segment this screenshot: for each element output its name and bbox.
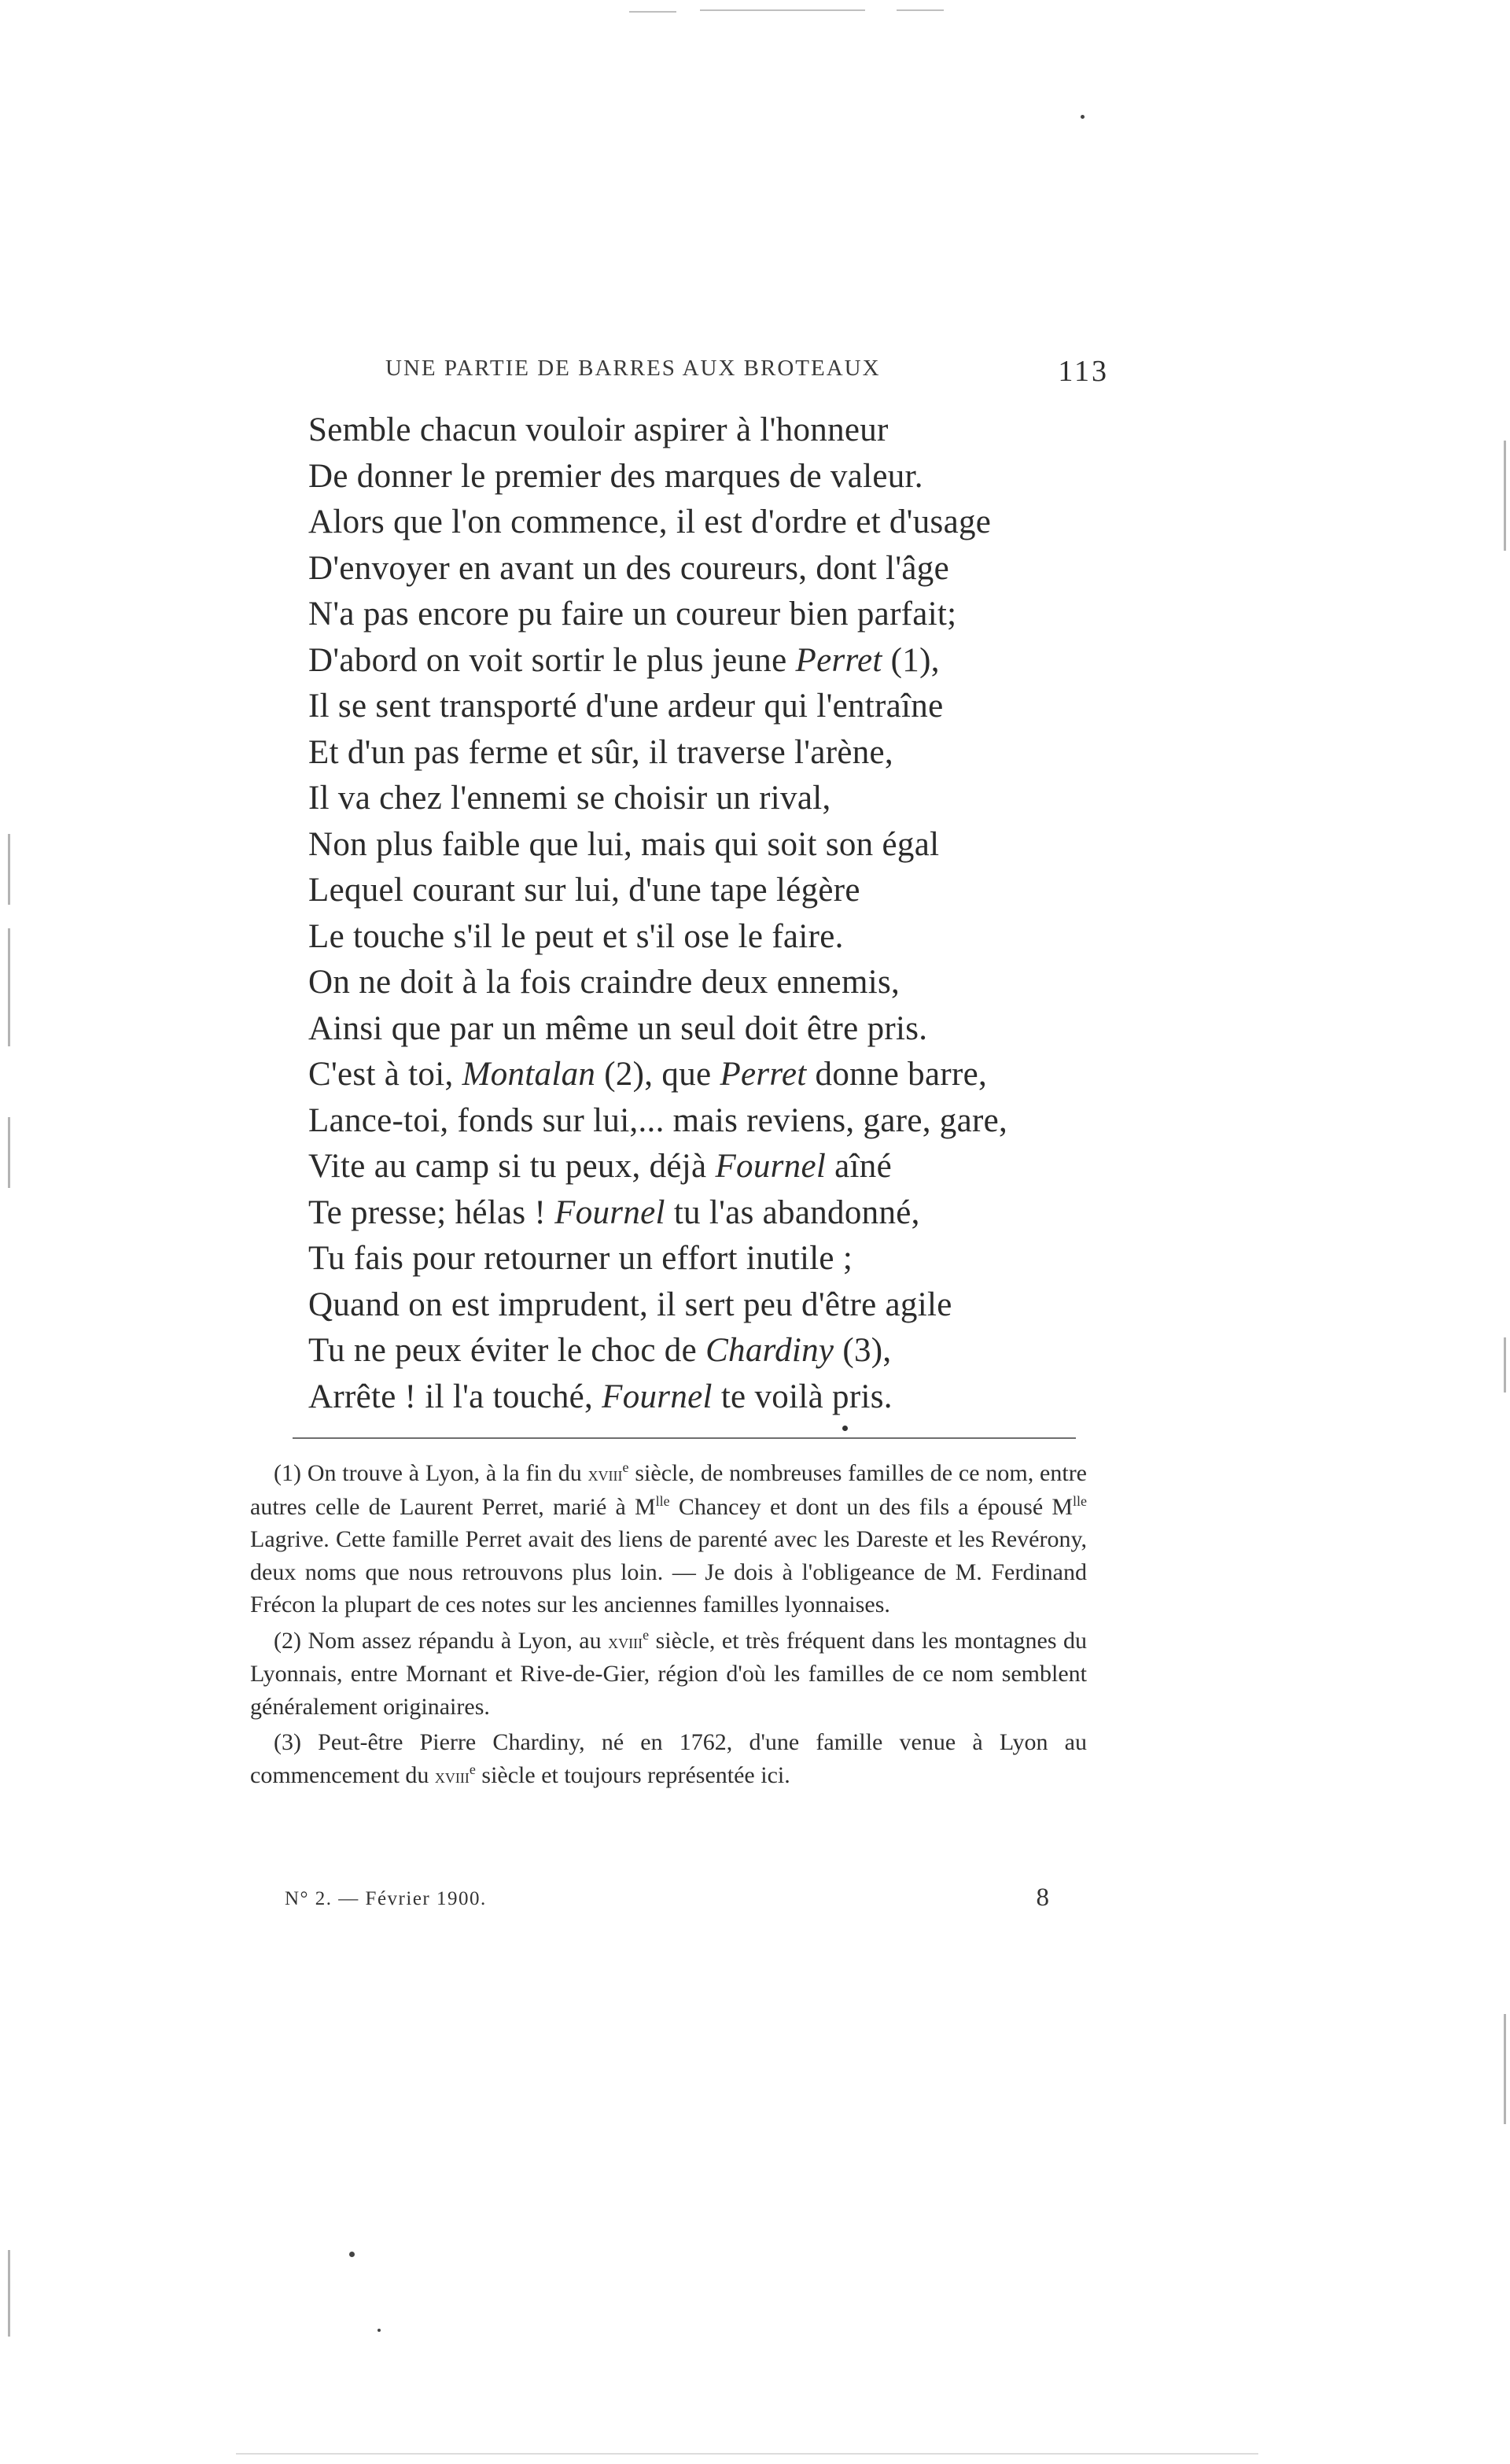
verse-line [308,1282,1110,1329]
footnote-text: Lagrive. Cette famille Perret avait des liens de parenté avec les Dareste et les Revérony, deux noms que nous retrouvons plus loin. — Je dois à l'obligeance de M. Ferdinand Frécon la plupart de ces notes sur les anciennes familles lyonnaises. [250,1526,1087,1617]
verse-text: Lance-toi, fonds sur lui,... mais reviens, gare, gare, [308,1101,1008,1139]
verse-line [308,546,1110,592]
verse-text: D'envoyer en avant un des coureurs, dont l'âge [308,549,949,587]
scan-artifact-top [897,9,944,11]
verse-line [308,638,1110,684]
scan-artifact-edge [8,1117,10,1188]
verse-line [308,1052,1110,1098]
verse-text: C'est à toi, [308,1056,462,1093]
verse-text: Te presse; hélas ! [308,1193,555,1231]
verse-line [308,1328,1110,1374]
footnote-2 [250,1625,1087,1724]
footnote-text: siècle et toujours représentée ici. [475,1761,790,1788]
verse-text: Semble chacun vouloir aspirer à l'honneur [308,411,889,448]
scan-speck [349,2252,355,2257]
footnote-superscript: lle [655,1492,670,1509]
footnotes [250,1457,1087,1795]
signature-mark: 8 [1036,1883,1049,1912]
footnote-superscript: e [622,1459,629,1475]
footnote-indent [250,1729,274,1755]
verse-line [308,454,1110,500]
verse-text: Ainsi que par un même un seul doit être pris. [308,1009,928,1047]
verse-name: Fournel [554,1193,665,1231]
verse-name: Chardiny [705,1332,834,1369]
verse-text: (3), [834,1332,892,1369]
verse-text: Tu ne peux éviter le choc de [308,1332,706,1369]
footnote-superscript: e [643,1626,650,1643]
verse-line [308,592,1110,638]
footnote-text: Chancey et dont un des fils a épousé M [669,1493,1074,1520]
footnote-text: siècle, et très fréquent dans les montagnes du Lyonnais, entre Mornant et Rive-de-Gier, région d'où les familles de ce nom semblent généralement originaires. [250,1627,1088,1720]
verse-line [308,914,1110,961]
scan-artifact-edge [8,2250,10,2337]
verse-text: Il va chez l'ennemi se choisir un rival, [308,780,831,817]
verse-text: Tu fais pour retourner un effort inutile ; [308,1240,853,1277]
scan-artifact-edge [8,928,10,1046]
verse-text: (1), [882,641,940,679]
verse-line [308,1190,1110,1237]
verse-text: Arrête ! il l'a touché, [308,1378,602,1415]
verse-line [308,408,1110,454]
footnote-3 [250,1726,1087,1792]
running-head [385,356,1109,395]
verse-text: Quand on est imprudent, il sert peu d'être agile [308,1285,952,1323]
verse-name: Fournel [715,1148,827,1185]
footnote-text: xviii [587,1463,623,1485]
verse-line [308,1144,1110,1190]
verse-text: (2), que [595,1056,720,1093]
folio-line [285,1883,1071,1920]
verse-line [308,1006,1110,1053]
scan-speck [378,2329,381,2332]
verse-text: Le touche s'il le peut et s'il ose le faire. [308,917,844,955]
scan-artifact-edge [1504,2014,1506,2124]
footnote-text: siècle, de nombreuses familles de ce nom, entre autres celle de Laurent Perret, marié à M [250,1460,1087,1520]
footnote-text: (3) Peut-être Pierre Chardiny, né en 1762, d'une famille venue à Lyon au commencement du [250,1729,1087,1788]
verse-text: Lequel courant sur lui, d'une tape légère [308,872,860,909]
scan-artifact-top [629,11,676,13]
verse-text: Non plus faible que lui, mais qui soit son égal [308,825,940,863]
verse-text: Vite au camp si tu peux, déjà [308,1148,716,1185]
verse-line [308,960,1110,1006]
verse-line [308,1374,1110,1421]
verse-text: De donner le premier des marques de valeur. [308,457,923,495]
footnote-text: (2) Nom assez répandu à Lyon, au [274,1627,609,1654]
verse-text: aîné [826,1148,892,1185]
verse-line [308,684,1110,730]
verse-text: Alors que l'on commence, il est d'ordre et d'usage [308,503,992,540]
scan-speck [1081,115,1085,119]
verse-line [308,868,1110,914]
verse-text: On ne doit à la fois craindre deux ennemis, [308,964,900,1001]
verse-line [308,822,1110,869]
footnote-indent [250,1460,274,1486]
running-title: UNE PARTIE DE BARRES AUX BROTEAUX [385,356,881,381]
footnote-superscript: lle [1073,1492,1088,1509]
verse-text: tu l'as abandonné, [665,1193,920,1231]
verse-text: N'a pas encore pu faire un coureur bien parfait; [308,596,957,633]
verse-name: Perret [720,1056,807,1093]
verse-name: Perret [795,641,882,679]
footnote-1 [250,1457,1087,1621]
footnote-text: (1) On trouve à Lyon, à la fin du [274,1460,588,1486]
scan-artifact-edge [1504,1337,1506,1392]
poem-body [308,408,1110,1420]
footnote-text: xviii [434,1764,470,1787]
scan-artifact-edge [8,834,10,905]
page-number: 113 [1058,355,1109,388]
verse-text: Il se sent transporté d'une ardeur qui l'entraîne [308,688,944,725]
verse-name: Fournel [602,1378,713,1415]
footnote-indent [250,1628,274,1654]
verse-text: D'abord on voit sortir le plus jeune [308,641,796,679]
verse-text: donne barre, [806,1056,988,1093]
footnote-superscript: e [469,1761,476,1777]
verse-text: te voilà pris. [712,1378,893,1415]
verse-line [308,500,1110,546]
verse-line [308,730,1110,776]
scan-artifact-edge [1504,441,1506,551]
footnote-separator [293,1437,1076,1439]
footnote-text: xviii [608,1629,643,1653]
scan-artifact-bottom [236,2453,1258,2455]
verse-text: Et d'un pas ferme et sûr, il traverse l'arène, [308,733,893,771]
verse-line [308,1098,1110,1145]
verse-line [308,776,1110,822]
separator-mark [842,1426,848,1431]
issue-info: N° 2. — Février 1900. [285,1888,487,1909]
scan-artifact-top [700,9,865,11]
verse-line [308,1236,1110,1282]
verse-name: Montalan [462,1056,596,1093]
